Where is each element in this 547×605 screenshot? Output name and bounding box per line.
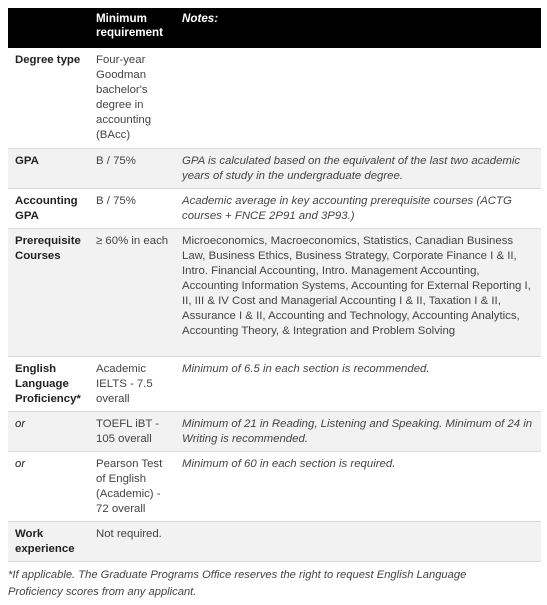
row-requirement: B / 75% bbox=[89, 188, 175, 228]
table-row bbox=[8, 521, 541, 561]
row-label: GPA bbox=[8, 148, 89, 188]
row-requirement: ≥ 60% in each bbox=[89, 228, 175, 356]
table-row bbox=[8, 411, 541, 451]
row-label: Work experience bbox=[8, 521, 89, 561]
header-category bbox=[8, 8, 89, 48]
table-row bbox=[8, 48, 541, 148]
row-label: Degree type bbox=[8, 48, 89, 148]
row-label: Accounting GPA bbox=[8, 188, 89, 228]
row-requirement: Pearson Test of English (Academic) - 72 overall bbox=[89, 451, 175, 521]
header-minimum-requirement: Minimum requirement bbox=[96, 12, 164, 39]
table-row bbox=[8, 356, 541, 411]
row-notes: Minimum of 21 in Reading, Listening and Speaking. Minimum of 24 in Writing is recommended. bbox=[175, 411, 541, 451]
row-notes: Academic average in key accounting prerequisite courses (ACTG courses + FNCE 2P91 and 3P93.) bbox=[175, 188, 541, 228]
table-body bbox=[8, 48, 541, 561]
row-notes: Microeconomics, Macroeconomics, Statistics, Canadian Business Law, Business Ethics, Business Strategy, Corporate Finance I & II, Intro. Financial Accounting, Intro. Management Accounting, Accounting Information Systems, Accounting for External Reporting I, II, III & IV Cost and Managerial Accounting I & II, Taxation I & II, Assurance I & II, Accounting and Technology, Accounting Analytics, Accounting Theory, & Integration and Problem Solving bbox=[175, 228, 541, 356]
header-notes: Notes: bbox=[182, 12, 219, 25]
row-label: or bbox=[8, 411, 89, 451]
header-row bbox=[8, 8, 541, 48]
row-label: Prerequisite Courses bbox=[8, 228, 89, 356]
row-label: English Language Proficiency* bbox=[8, 356, 89, 411]
table-row bbox=[8, 228, 541, 356]
row-notes: Minimum of 6.5 in each section is recommended. bbox=[175, 356, 541, 411]
table-header bbox=[8, 8, 541, 48]
row-requirement: Four-year Goodman bachelor's degree in accounting (BAcc) bbox=[89, 48, 175, 148]
row-requirement: Academic IELTS - 7.5 overall bbox=[89, 356, 175, 411]
table-row bbox=[8, 188, 541, 228]
row-requirement: TOEFL iBT - 105 overall bbox=[89, 411, 175, 451]
requirements-table bbox=[8, 8, 541, 562]
row-label: or bbox=[8, 451, 89, 521]
footnote: *If applicable. The Graduate Programs Office reserves the right to request English Language Proficiency scores from any applicant. bbox=[8, 569, 467, 598]
row-notes: Minimum of 60 in each section is required. bbox=[175, 451, 541, 521]
row-notes bbox=[175, 521, 541, 561]
row-requirement: Not required. bbox=[89, 521, 175, 561]
table-row bbox=[8, 148, 541, 188]
row-requirement: B / 75% bbox=[89, 148, 175, 188]
row-notes: GPA is calculated based on the equivalent of the last two academic years of study in the undergraduate degree. bbox=[175, 148, 541, 188]
row-notes bbox=[175, 48, 541, 148]
table-row bbox=[8, 451, 541, 521]
